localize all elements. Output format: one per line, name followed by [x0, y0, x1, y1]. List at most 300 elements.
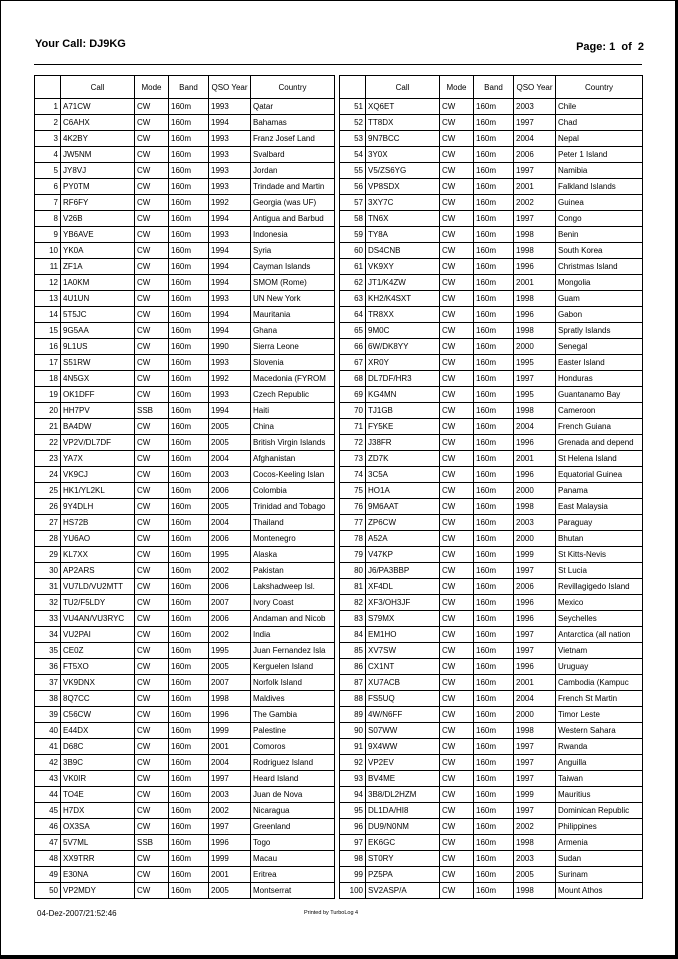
mode-cell: CW: [440, 595, 474, 611]
table-row: [340, 307, 643, 323]
qso-number-cell: 74: [340, 467, 366, 483]
mode-cell: CW: [440, 627, 474, 643]
qso-year-cell: 1997: [514, 163, 556, 179]
band-cell: 160m: [169, 643, 209, 659]
table-row: [340, 243, 643, 259]
band-cell: 160m: [169, 403, 209, 419]
band-cell: 160m: [474, 867, 514, 883]
qso-number-cell: 23: [35, 451, 61, 467]
band-cell: 160m: [474, 467, 514, 483]
table-row: [35, 547, 335, 563]
qso-year-cell: 1997: [514, 627, 556, 643]
table-row: [340, 707, 643, 723]
table-row: [35, 195, 335, 211]
band-cell: 160m: [474, 147, 514, 163]
table-row: [340, 323, 643, 339]
country-cell: Colombia: [251, 483, 335, 499]
qso-year-cell: 1993: [209, 163, 251, 179]
band-cell: 160m: [474, 515, 514, 531]
call-sign-cell: 8Q7CC: [61, 691, 135, 707]
table-row: [340, 803, 643, 819]
mode-cell: CW: [135, 803, 169, 819]
qso-number-cell: 92: [340, 755, 366, 771]
country-cell: India: [251, 627, 335, 643]
qso-number-cell: 16: [35, 339, 61, 355]
band-cell: 160m: [169, 611, 209, 627]
band-cell: 160m: [474, 115, 514, 131]
qso-number-cell: 47: [35, 835, 61, 851]
qso-year-cell: 1996: [514, 659, 556, 675]
call-sign-cell: YB6AVE: [61, 227, 135, 243]
band-cell: 160m: [474, 659, 514, 675]
table-row: [35, 371, 335, 387]
call-sign-cell: EM1HO: [366, 627, 440, 643]
col-mode-header: Mode: [135, 76, 169, 99]
table-row: [340, 547, 643, 563]
country-cell: Maldives: [251, 691, 335, 707]
band-cell: 160m: [169, 115, 209, 131]
col-country-header: Country: [251, 76, 335, 99]
country-cell: Easter Island: [556, 355, 643, 371]
country-cell: Christmas Island: [556, 259, 643, 275]
country-cell: Seychelles: [556, 611, 643, 627]
country-cell: China: [251, 419, 335, 435]
call-sign-cell: OX3SA: [61, 819, 135, 835]
qso-number-cell: 10: [35, 243, 61, 259]
call-sign-cell: V47KP: [366, 547, 440, 563]
qso-year-cell: 1997: [514, 755, 556, 771]
call-sign-cell: 3B8/DL2HZM: [366, 787, 440, 803]
qso-year-cell: 2006: [209, 483, 251, 499]
call-sign-cell: TN6X: [366, 211, 440, 227]
table-row: [340, 179, 643, 195]
country-cell: Rodriguez Island: [251, 755, 335, 771]
call-sign-cell: A71CW: [61, 99, 135, 115]
qso-number-cell: 30: [35, 563, 61, 579]
mode-cell: CW: [440, 355, 474, 371]
mode-cell: CW: [135, 115, 169, 131]
qso-year-cell: 2001: [514, 675, 556, 691]
country-cell: Thailand: [251, 515, 335, 531]
qso-year-cell: 2001: [209, 867, 251, 883]
qso-number-cell: 64: [340, 307, 366, 323]
qso-year-cell: 2006: [514, 579, 556, 595]
qso-number-cell: 51: [340, 99, 366, 115]
country-cell: Ivory Coast: [251, 595, 335, 611]
qso-number-cell: 68: [340, 371, 366, 387]
call-sign-cell: XV7SW: [366, 643, 440, 659]
qso-year-cell: 1997: [514, 771, 556, 787]
mode-cell: CW: [440, 227, 474, 243]
table-row: [35, 643, 335, 659]
table-row: [340, 579, 643, 595]
qso-number-cell: 32: [35, 595, 61, 611]
country-cell: St Lucia: [556, 563, 643, 579]
call-sign-cell: 5V7ML: [61, 835, 135, 851]
band-cell: 160m: [169, 499, 209, 515]
call-sign-cell: XF3/OH3JF: [366, 595, 440, 611]
band-cell: 160m: [474, 771, 514, 787]
qso-number-cell: 58: [340, 211, 366, 227]
table-row: [35, 579, 335, 595]
call-sign-cell: FY5KE: [366, 419, 440, 435]
qso-number-cell: 86: [340, 659, 366, 675]
qso-number-cell: 24: [35, 467, 61, 483]
band-cell: 160m: [474, 835, 514, 851]
call-sign-cell: BV4ME: [366, 771, 440, 787]
mode-cell: CW: [440, 371, 474, 387]
call-sign-cell: VP2V/DL7DF: [61, 435, 135, 451]
band-cell: 160m: [169, 355, 209, 371]
band-cell: 160m: [169, 211, 209, 227]
qso-number-cell: 82: [340, 595, 366, 611]
qso-number-cell: 49: [35, 867, 61, 883]
qso-year-cell: 1998: [209, 691, 251, 707]
band-cell: 160m: [169, 723, 209, 739]
band-cell: 160m: [474, 339, 514, 355]
country-cell: Slovenia: [251, 355, 335, 371]
qso-year-cell: 1993: [209, 131, 251, 147]
call-sign-cell: DU9/N0NM: [366, 819, 440, 835]
qso-year-cell: 2000: [514, 531, 556, 547]
band-cell: 160m: [474, 755, 514, 771]
band-cell: 160m: [474, 435, 514, 451]
mode-cell: CW: [440, 787, 474, 803]
country-cell: British Virgin Islands: [251, 435, 335, 451]
call-sign-cell: TO4E: [61, 787, 135, 803]
table-row: [35, 307, 335, 323]
qso-year-cell: 1994: [209, 323, 251, 339]
country-cell: Norfolk Island: [251, 675, 335, 691]
table-row: [35, 419, 335, 435]
mode-cell: CW: [440, 483, 474, 499]
mode-cell: SSB: [135, 835, 169, 851]
band-cell: 160m: [169, 227, 209, 243]
qso-number-cell: 39: [35, 707, 61, 723]
country-cell: Czech Republic: [251, 387, 335, 403]
qso-year-cell: 2002: [209, 563, 251, 579]
page-indicator: [576, 41, 644, 53]
qso-number-cell: 6: [35, 179, 61, 195]
qso-year-cell: 1997: [514, 643, 556, 659]
call-sign-cell: 4U1UN: [61, 291, 135, 307]
band-cell: 160m: [474, 211, 514, 227]
col-call-header: Call: [366, 76, 440, 99]
qso-year-cell: 2005: [209, 419, 251, 435]
mode-cell: CW: [440, 147, 474, 163]
band-cell: 160m: [474, 131, 514, 147]
call-sign-cell: VU2PAI: [61, 627, 135, 643]
qso-year-cell: 2000: [514, 707, 556, 723]
qso-year-cell: 2005: [209, 883, 251, 899]
band-cell: 160m: [474, 819, 514, 835]
table-row: [340, 675, 643, 691]
mode-cell: CW: [440, 803, 474, 819]
country-cell: Cayman Islands: [251, 259, 335, 275]
qso-year-cell: 1993: [209, 291, 251, 307]
country-cell: UN New York: [251, 291, 335, 307]
mode-cell: CW: [135, 851, 169, 867]
band-cell: 160m: [474, 371, 514, 387]
call-sign-cell: HS72B: [61, 515, 135, 531]
call-sign-cell: KH2/K4SXT: [366, 291, 440, 307]
col-call-header: Call: [61, 76, 135, 99]
qso-year-cell: 2006: [209, 579, 251, 595]
mode-cell: CW: [440, 291, 474, 307]
mode-cell: CW: [135, 595, 169, 611]
qso-year-cell: 2004: [209, 451, 251, 467]
mode-cell: CW: [440, 115, 474, 131]
call-sign-cell: RF6FY: [61, 195, 135, 211]
qso-number-cell: 73: [340, 451, 366, 467]
call-sign-cell: J6/PA3BBP: [366, 563, 440, 579]
band-cell: 160m: [474, 291, 514, 307]
qso-number-cell: 77: [340, 515, 366, 531]
call-sign-cell: TU2/F5LDY: [61, 595, 135, 611]
table-row: [340, 451, 643, 467]
call-sign-cell: DS4CNB: [366, 243, 440, 259]
qso-number-cell: 100: [340, 883, 366, 899]
qso-year-cell: 2001: [514, 451, 556, 467]
qso-year-cell: 1995: [209, 547, 251, 563]
mode-cell: CW: [135, 227, 169, 243]
table-row: [340, 115, 643, 131]
mode-cell: CW: [135, 371, 169, 387]
call-sign-cell: VK9CJ: [61, 467, 135, 483]
mode-cell: CW: [440, 403, 474, 419]
call-sign-cell: V5/ZS6YG: [366, 163, 440, 179]
mode-cell: CW: [135, 611, 169, 627]
header-divider: [34, 64, 642, 65]
qso-year-cell: 1998: [514, 723, 556, 739]
table-row: [340, 531, 643, 547]
qso-number-cell: 96: [340, 819, 366, 835]
mode-cell: CW: [440, 387, 474, 403]
qso-number-cell: 98: [340, 851, 366, 867]
band-cell: 160m: [169, 835, 209, 851]
qso-number-cell: 85: [340, 643, 366, 659]
qso-number-cell: 62: [340, 275, 366, 291]
qso-year-cell: 1994: [209, 259, 251, 275]
qso-number-cell: 71: [340, 419, 366, 435]
qso-number-cell: 9: [35, 227, 61, 243]
band-cell: 160m: [474, 563, 514, 579]
table-row: [340, 99, 643, 115]
mode-cell: CW: [440, 467, 474, 483]
table-row: [340, 723, 643, 739]
country-cell: Mauritania: [251, 307, 335, 323]
country-cell: Antigua and Barbud: [251, 211, 335, 227]
table-row: [340, 819, 643, 835]
band-cell: 160m: [169, 515, 209, 531]
call-sign-cell: C6AHX: [61, 115, 135, 131]
band-cell: 160m: [474, 323, 514, 339]
table-row: [35, 707, 335, 723]
country-cell: Ghana: [251, 323, 335, 339]
call-sign-cell: AP2ARS: [61, 563, 135, 579]
country-cell: Paraguay: [556, 515, 643, 531]
call-sign-cell: SV2ASP/A: [366, 883, 440, 899]
call-sign-cell: VP2EV: [366, 755, 440, 771]
mode-cell: CW: [135, 259, 169, 275]
call-sign-cell: DL1DA/HI8: [366, 803, 440, 819]
country-cell: Taiwan: [556, 771, 643, 787]
qso-number-cell: 53: [340, 131, 366, 147]
qso-year-cell: 1998: [514, 883, 556, 899]
table-row: [340, 755, 643, 771]
country-cell: Togo: [251, 835, 335, 851]
band-cell: 160m: [169, 787, 209, 803]
band-cell: 160m: [169, 675, 209, 691]
country-cell: Montenegro: [251, 531, 335, 547]
country-cell: Falkland Islands: [556, 179, 643, 195]
qso-year-cell: 1997: [514, 803, 556, 819]
country-cell: Kerguelen Island: [251, 659, 335, 675]
mode-cell: CW: [440, 531, 474, 547]
qso-year-cell: 1994: [209, 275, 251, 291]
qso-year-cell: 2004: [514, 691, 556, 707]
band-cell: 160m: [474, 227, 514, 243]
country-cell: French St Martin: [556, 691, 643, 707]
band-cell: 160m: [169, 659, 209, 675]
table-row: [340, 419, 643, 435]
qso-year-cell: 2005: [209, 435, 251, 451]
qso-year-cell: 2003: [514, 99, 556, 115]
table-row: [35, 451, 335, 467]
mode-cell: CW: [135, 195, 169, 211]
call-sign-cell: 6W/DK8YY: [366, 339, 440, 355]
table-row: [35, 515, 335, 531]
call-sign-cell: JY8VJ: [61, 163, 135, 179]
mode-cell: CW: [135, 515, 169, 531]
col-qso-year-header: QSO Year: [209, 76, 251, 99]
mode-cell: CW: [440, 515, 474, 531]
call-sign-cell: E30NA: [61, 867, 135, 883]
table-header-row: [35, 76, 335, 99]
table-row: [340, 211, 643, 227]
call-sign-cell: HH7PV: [61, 403, 135, 419]
mode-cell: CW: [440, 771, 474, 787]
col-band-header: Band: [474, 76, 514, 99]
call-sign-cell: PZ5PA: [366, 867, 440, 883]
call-sign-cell: S51RW: [61, 355, 135, 371]
band-cell: 160m: [474, 739, 514, 755]
col-mode-header: Mode: [440, 76, 474, 99]
table-row: [340, 339, 643, 355]
band-cell: 160m: [169, 739, 209, 755]
qso-number-cell: 21: [35, 419, 61, 435]
band-cell: 160m: [169, 323, 209, 339]
band-cell: 160m: [474, 851, 514, 867]
table-row: [340, 515, 643, 531]
qso-year-cell: 1997: [514, 115, 556, 131]
qso-number-cell: 14: [35, 307, 61, 323]
table-row: [340, 131, 643, 147]
qso-number-cell: 44: [35, 787, 61, 803]
qso-number-cell: 11: [35, 259, 61, 275]
qso-number-cell: 27: [35, 515, 61, 531]
country-cell: Mexico: [556, 595, 643, 611]
call-sign-cell: HO1A: [366, 483, 440, 499]
table-row: [35, 147, 335, 163]
mode-cell: CW: [440, 611, 474, 627]
qso-year-cell: 1997: [514, 739, 556, 755]
call-sign-cell: OK1DFF: [61, 387, 135, 403]
col-number-header: [35, 76, 61, 99]
qso-year-cell: 2001: [514, 275, 556, 291]
qso-number-cell: 8: [35, 211, 61, 227]
table-row: [35, 211, 335, 227]
band-cell: 160m: [474, 243, 514, 259]
country-cell: Bhutan: [556, 531, 643, 547]
call-sign-cell: EK6GC: [366, 835, 440, 851]
country-cell: Congo: [556, 211, 643, 227]
country-cell: Franz Josef Land: [251, 131, 335, 147]
qso-number-cell: 59: [340, 227, 366, 243]
mode-cell: CW: [440, 643, 474, 659]
country-cell: Sudan: [556, 851, 643, 867]
call-sign-cell: YK0A: [61, 243, 135, 259]
band-cell: 160m: [169, 579, 209, 595]
qso-year-cell: 1998: [514, 227, 556, 243]
qso-number-cell: 52: [340, 115, 366, 131]
call-sign-cell: XQ6ET: [366, 99, 440, 115]
country-cell: Western Sahara: [556, 723, 643, 739]
call-sign-cell: JW5NM: [61, 147, 135, 163]
mode-cell: CW: [440, 451, 474, 467]
call-sign-cell: TT8DX: [366, 115, 440, 131]
call-sign-cell: 4N5GX: [61, 371, 135, 387]
country-cell: St Helena Island: [556, 451, 643, 467]
country-cell: Timor Leste: [556, 707, 643, 723]
band-cell: 160m: [474, 355, 514, 371]
qso-number-cell: 89: [340, 707, 366, 723]
qso-year-cell: 2005: [209, 659, 251, 675]
table-row: [340, 883, 643, 899]
mode-cell: CW: [440, 835, 474, 851]
country-cell: Greenland: [251, 819, 335, 835]
band-cell: 160m: [169, 627, 209, 643]
mode-cell: CW: [135, 355, 169, 371]
table-row: [35, 659, 335, 675]
mode-cell: CW: [135, 739, 169, 755]
mode-cell: CW: [135, 691, 169, 707]
table-row: [340, 275, 643, 291]
qso-year-cell: 2001: [209, 739, 251, 755]
table-row: [340, 643, 643, 659]
qso-number-cell: 78: [340, 531, 366, 547]
mode-cell: CW: [440, 323, 474, 339]
band-cell: 160m: [474, 99, 514, 115]
table-row: [35, 803, 335, 819]
qso-number-cell: 65: [340, 323, 366, 339]
country-cell: The Gambia: [251, 707, 335, 723]
country-cell: Cocos-Keeling Islan: [251, 467, 335, 483]
table-row: [340, 563, 643, 579]
band-cell: 160m: [169, 595, 209, 611]
table-row: [35, 867, 335, 883]
qso-year-cell: 1995: [209, 643, 251, 659]
table-row: [35, 99, 335, 115]
country-cell: Honduras: [556, 371, 643, 387]
mode-cell: CW: [440, 579, 474, 595]
country-cell: Svalbard: [251, 147, 335, 163]
qso-year-cell: 2005: [209, 499, 251, 515]
country-cell: Antarctica (all nation: [556, 627, 643, 643]
table-row: [35, 675, 335, 691]
qso-year-cell: 1996: [514, 611, 556, 627]
country-cell: Dominican Republic: [556, 803, 643, 819]
